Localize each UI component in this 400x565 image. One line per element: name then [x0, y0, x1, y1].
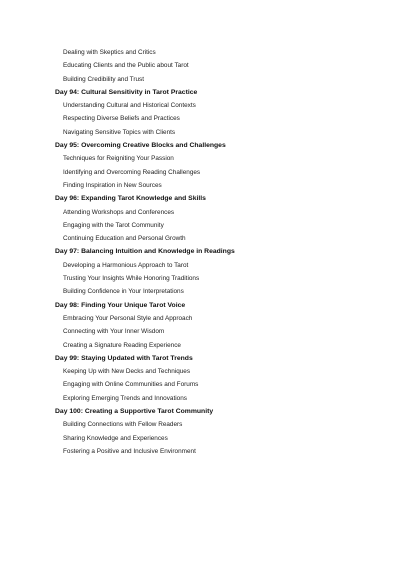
list-item: Respecting Diverse Beliefs and Practices: [63, 115, 180, 123]
section-heading-day-96: Day 96: Expanding Tarot Knowledge and Skills: [55, 195, 206, 203]
list-item: Building Confidence in Your Interpretations: [63, 288, 184, 296]
list-item: Trusting Your Insights While Honoring Traditions: [63, 275, 200, 283]
list-item: Building Connections with Fellow Readers: [63, 421, 183, 429]
list-item: Fostering a Positive and Inclusive Environment: [63, 447, 196, 455]
list-item: Connecting with Your Inner Wisdom: [63, 328, 165, 336]
list-item: Continuing Education and Personal Growth: [63, 235, 186, 243]
list-item: Building Credibility and Trust: [63, 75, 144, 83]
list-item: Navigating Sensitive Topics with Clients: [63, 128, 176, 136]
section-heading-day-99: Day 99: Staying Updated with Tarot Trends: [55, 354, 193, 362]
list-item: Exploring Emerging Trends and Innovations: [63, 394, 187, 402]
list-item: Engaging with Online Communities and Forums: [63, 381, 199, 389]
list-item: Understanding Cultural and Historical Contexts: [63, 102, 196, 110]
list-item: Identifying and Overcoming Reading Challenges: [63, 168, 201, 176]
list-item: Sharing Knowledge and Experiences: [63, 434, 168, 442]
section-heading-day-100: Day 100: Creating a Supportive Tarot Community: [55, 408, 214, 416]
list-item: Educating Clients and the Public about Tarot: [63, 62, 189, 70]
list-item: Attending Workshops and Conferences: [63, 208, 175, 216]
section-heading-day-95: Day 95: Overcoming Creative Blocks and Challenges: [55, 142, 226, 150]
list-item: Engaging with the Tarot Community: [63, 221, 164, 229]
list-item: Developing a Harmonious Approach to Tarot: [63, 261, 189, 269]
section-heading-day-98: Day 98: Finding Your Unique Tarot Voice: [55, 301, 186, 309]
table-of-contents: [55, 46, 375, 458]
list-item: Techniques for Reigniting Your Passion: [63, 155, 174, 163]
list-item: Keeping Up with New Decks and Techniques: [63, 368, 191, 376]
section-heading-day-94: Day 94: Cultural Sensitivity in Tarot Practice: [55, 88, 198, 96]
section-heading-day-97: Day 97: Balancing Intuition and Knowledge in Readings: [55, 248, 235, 256]
list-item: Embracing Your Personal Style and Approach: [63, 314, 193, 322]
list-item: Creating a Signature Reading Experience: [63, 341, 181, 349]
list-item: Dealing with Skeptics and Critics: [63, 49, 156, 56]
list-item: Finding Inspiration in New Sources: [63, 181, 162, 189]
